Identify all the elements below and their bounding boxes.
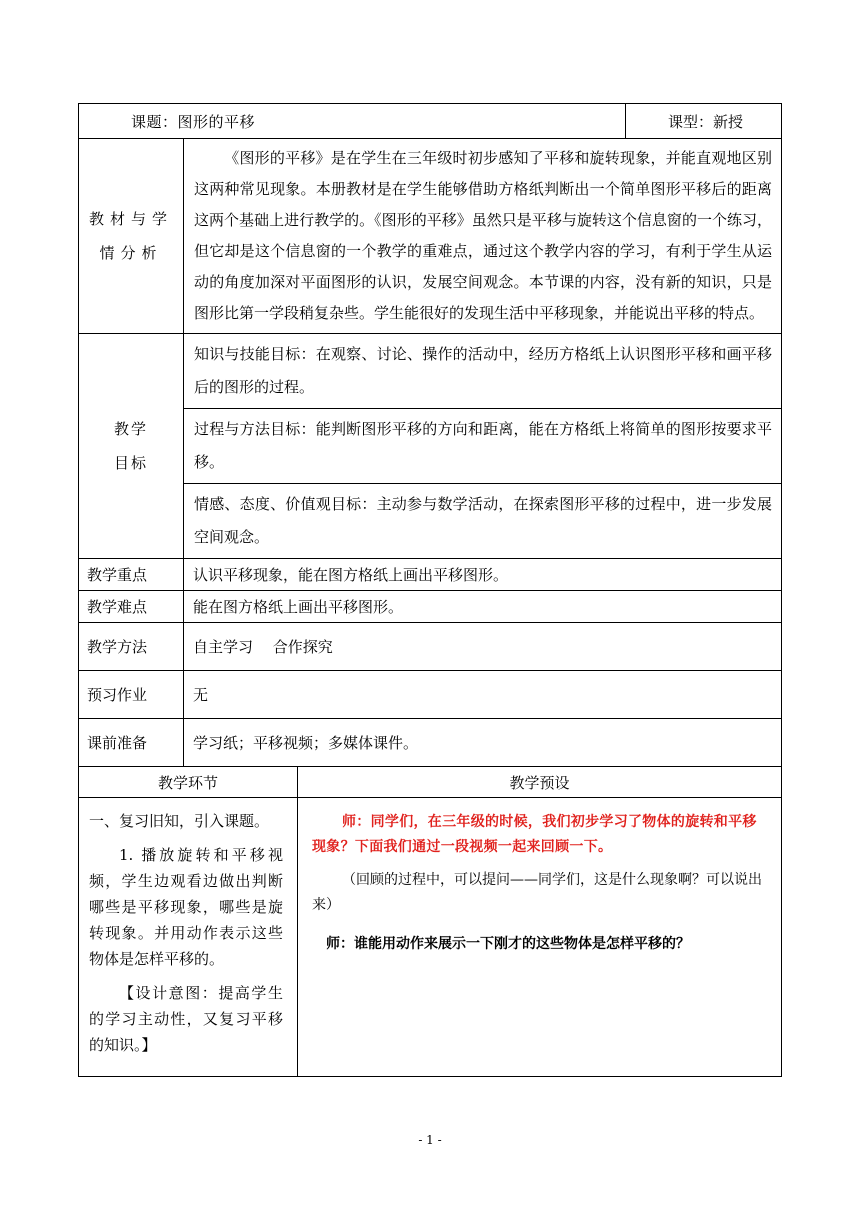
difficulty-row (79, 591, 782, 623)
homework-value: 无 (184, 671, 782, 719)
key-point-value: 认识平移现象，能在图方格纸上画出平移图形。 (184, 559, 782, 591)
lesson-type: 课型：新授 (626, 104, 782, 139)
lesson-plan-table (78, 103, 782, 1077)
lesson-title: 课题：图形的平移 (79, 104, 626, 139)
goal-row-2 (79, 409, 782, 484)
recall-note: （回顾的过程中，可以提问——同学们，这是什么现象啊？可以说出来） (312, 872, 762, 913)
step-title: 一、复习旧知，引入课题。 (89, 812, 270, 830)
process-right-header: 教学预设 (298, 767, 782, 798)
preparation-value: 学习纸；平移视频；多媒体课件。 (184, 719, 782, 767)
key-point-label: 教学重点 (79, 559, 184, 591)
design-intent: 【设计意图：提高学生的学习主动性，又复习平移的知识。】 (89, 984, 283, 1054)
process-header-row (79, 767, 782, 798)
goal-row-3 (79, 484, 782, 559)
teacher-intro: 师：同学们，在三年级的时候，我们初步学习了物体的旋转和平移现象？下面我们通过一段视频一起来回顾一下。 (312, 814, 757, 855)
preparation-row (79, 719, 782, 767)
goal-knowledge: 知识与技能目标：在观察、讨论、操作的活动中，经历方格纸上认识图形平移和画平移后的图形的过程。 (184, 334, 782, 409)
teacher-question: 师：谁能用动作来展示一下刚才的这些物体是怎样平移的？ (326, 936, 690, 952)
method-label: 教学方法 (79, 623, 184, 671)
goal-row-1 (79, 334, 782, 409)
analysis-row (79, 139, 782, 334)
preparation-label: 课前准备 (79, 719, 184, 767)
homework-label: 预习作业 (79, 671, 184, 719)
difficulty-label: 教学难点 (79, 591, 184, 623)
teaching-preset-cell (298, 798, 782, 1077)
analysis-body: 《图形的平移》是在学生在三年级时初步感知了平移和旋转现象，并能直观地区别这两种常见现象。本册教材是在学生能够借助方格纸判断出一个简单图形平移后的距离这两个基础上进行教学的。《图形的平移》虽然只是平移与旋转这个信息窗的一个练习，但它却是这个信息窗的一个教学的重难点，通过这个教学内容的学习，有利于学生从运动的角度加深对平面图形的认识，发展空间观念。本节课的内容，没有新的知识，只是图形比第一学段稍复杂些。学生能很好的发现生活中平移现象，并能说出平移的特点。 (194, 149, 773, 322)
method-row (79, 623, 782, 671)
goal-emotion: 情感、态度、价值观目标：主动参与数学活动，在探索图形平移的过程中，进一步发展空间观念。 (184, 484, 782, 559)
process-left-header: 教学环节 (79, 767, 298, 798)
goals-label-text: 教学目标 (113, 420, 148, 472)
homework-row (79, 671, 782, 719)
page-number: - 1 - (418, 1133, 442, 1147)
step-detail: 1. 播放旋转和平移视频，学生边观看边做出判断哪些是平移现象，哪些是旋转现象。并用动作表示这些物体是怎样平移的。 (89, 846, 283, 968)
method-value: 自主学习 合作探究 (184, 623, 782, 671)
difficulty-value: 能在图方格纸上画出平移图形。 (184, 591, 782, 623)
goals-label (79, 334, 184, 559)
header-row (79, 104, 782, 139)
process-content-row (79, 798, 782, 1077)
analysis-label: 教材与学情分析 (79, 139, 184, 334)
analysis-text (184, 139, 782, 334)
goal-process: 过程与方法目标：能判断图形平移的方向和距离，能在方格纸上将简单的图形按要求平移。 (184, 409, 782, 484)
teaching-step-cell (79, 798, 298, 1077)
key-point-row (79, 559, 782, 591)
